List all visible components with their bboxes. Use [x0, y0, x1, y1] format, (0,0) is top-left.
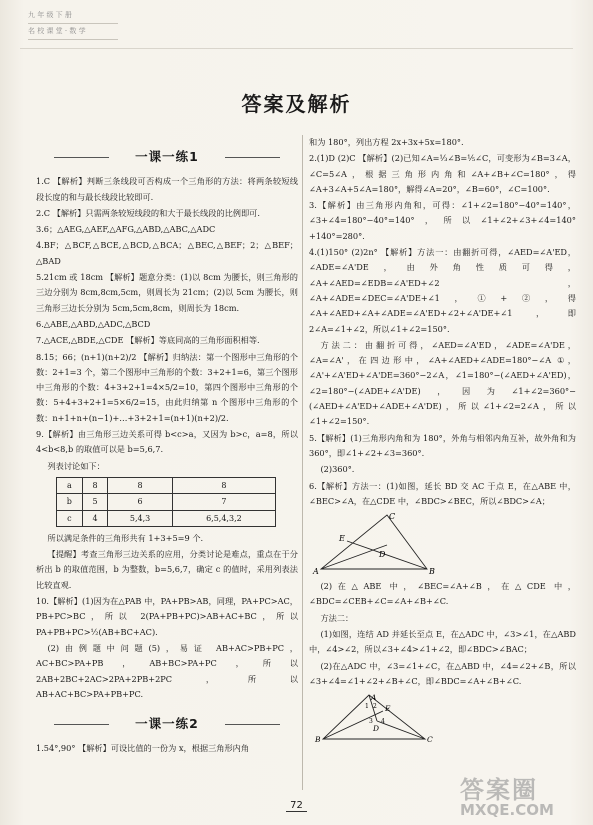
answer-table [56, 477, 276, 527]
table-cell: 8 [108, 477, 172, 493]
answer-7: 7.△ACE,△BDE,△CDE 【解析】等底同高的三角形面积相等. [36, 335, 260, 346]
table-cell: c [57, 510, 83, 526]
fig1-label-a: A [313, 567, 319, 576]
table-row [57, 477, 276, 493]
answer-2-6-part2: (2)在△ABE 中，∠BEC=∠A+∠B，在△CDE 中，∠BDC=∠CEB+∠C=∠A+∠B+∠C. [309, 581, 576, 607]
answer-8: 8.15；66；(n+1)(n+2)/2 【解析】归纳法：第一个图形中三角形的个数：2+1=3 个，第二个图形中三角形的个数：3+2+1=6，第三个图形中三角形的个数：4+3+2+1=4×5/2=10，第四个图形中三角形的个数：5+4+3+2+1=5×6/2=15，由此归纳第 n 个图形中三角形的个数：n+1+n+(n−1)+…+3+2+1=(n+1)(n+2)/2. [36, 351, 298, 423]
answer-10-part1: 10.【解析】(1)因为在△PAB 中，PA+PB>AB，同理，PA+PC>AC，PB+PC>BC，所以 2(PA+PB+PC)>AB+AC+BC，所以 PA+PB+PC>½(AB+BC+AC). [36, 596, 298, 637]
answer-4: 4.BF；△BCF,△BCE,△BCD,△BCA；△BEC,△BEF；2；△BEF；△BAD [36, 240, 298, 266]
table-intro: 列表讨论如下： [47, 460, 105, 471]
table-cell: 5 [82, 494, 108, 510]
fig2-angle-4: 4 [381, 718, 385, 726]
answer-10-part2: (2)由例题中问题(5)，易证 AB+AC>PB+PC，AC+BC>PA+PB，AB+BC>PA+PC，所以 2AB+2BC+2AC>2PA+2PB+2PC，所以 AB+AC+BC>PA+PB+PC. [36, 642, 298, 699]
table-cell: 7 [172, 494, 275, 510]
table-cell: 5,4,3 [108, 510, 172, 526]
fig1-label-e: E [339, 534, 345, 544]
fig2-angle-3: 3 [369, 718, 373, 726]
section-heading-2: 一课一练2 [36, 716, 298, 731]
answer-2-2: 2.(1)D (2)C 【解析】(2)已知∠A=⅓∠B=⅕∠C，可变形为∠B=3∠A，∠C=5∠A，根据三角形内角和∠A+∠B+∠C=180°，得∠A+3∠A+5∠A=180°，解得∠A=20°，∠B=60°，∠C=100°. [309, 153, 576, 194]
triangle-figure-2 [309, 691, 449, 743]
fig2-label-b: B [315, 735, 321, 744]
section-heading-1: 一课一练1 [36, 149, 298, 164]
header-line-2: 名 校 课 堂 · 数 学 [28, 24, 118, 40]
table-cell: 8 [172, 477, 275, 493]
fig2-label-c: C [427, 735, 433, 744]
watermark-url: MXQE.COM [460, 801, 554, 819]
page-title: 答案及解析 [241, 92, 352, 116]
table-cell: 4 [82, 510, 108, 526]
answer-2-6-method2-part1: (1)如图，连结 AD 并延长至点 E，在△ADC 中，∠3>∠1，在△ABD 中，∠4>∠2，所以∠3+∠4>∠1+∠2，即∠BDC>∠BAC； [309, 629, 576, 655]
fig2-angle-2: 2 [373, 703, 377, 711]
fig2-label-e: E [385, 704, 391, 714]
header-line-1: 九 年 级 下 册 [28, 8, 118, 24]
answer-9: 9.【解析】由三角形三边关系可得 b<c>a，又因为 b>c，a=8，所以 4<b<8,b 的取值可以是 b=5,6,7. [36, 429, 298, 455]
answer-2-1-cont: 和为 180°，列出方程 2x+3x+5x=180°. [309, 137, 464, 147]
answer-2-5: 5.【解析】(1)三角形内角和为 180°，外角与相邻内角互补，故外角和为 360°，即∠1+∠2+∠3=360°. [309, 432, 576, 458]
table-cell: b [57, 494, 83, 510]
table-row [57, 510, 276, 526]
fig2-label-d: D [373, 724, 380, 734]
answer-9-conclusion: 所以满足条件的三角形共有 1+3+5=9 个. [47, 532, 204, 543]
running-header [28, 8, 118, 42]
answer-2-3: 3.【解析】由三角形内角和，可得：∠1+∠2=180°−40°=140°，∠3+∠4=180°−40°=140°，所以∠1+∠2+∠3+∠4=140°+140°=280°. [309, 200, 576, 241]
watermark-logo-text: 答案圈 [460, 776, 538, 804]
table-row [57, 494, 276, 510]
page-number-value: 72 [286, 800, 307, 812]
answer-3: 3.6；△AEG,△AEF,△AFG,△ABD,△ABC,△ADC [36, 224, 216, 235]
table-cell: a [57, 477, 83, 493]
answer-6: 6.△ABE,△ABD,△ADC,△BCD [36, 318, 151, 329]
answer-2-4: 4.(1)150° (2)2n° 【解析】方法一：由翻折可得，∠AED=∠A'ED，∠ADE=∠A'DE，由外角性质可得，∠A+∠AED=∠EDB=∠A'ED+∠2，∠A+∠ADE=∠DEC=∠A'DE+∠1，①+②，得∠A+∠AED+∠A+∠ADE=∠A'ED+∠2+∠A'DE+∠1，即 2∠A=∠1+∠2，所以∠1+∠2=150°. [309, 247, 576, 334]
fig2-angle-1: 1 [365, 703, 369, 711]
fig1-label-c: C [389, 512, 396, 522]
left-column [36, 135, 298, 758]
top-rule [20, 48, 573, 49]
answer-2-1: 1.54°,90° 【解析】可设比值的一份为 x，根据三角形内角 [36, 743, 250, 754]
fig1-label-b: B [429, 567, 435, 576]
tip-note: 【提醒】考查三角形三边关系的应用，分类讨论是难点，重点在于分析出 b 的取值范围，b 为整数，b=5,6,7，确定 c 的值时，采用列表法比较直观. [36, 549, 298, 590]
triangle-figure-1 [309, 511, 449, 575]
answer-2-6-method2-part2: (2)在△ADC 中，∠3=∠1+∠C，在△ABD 中，∠4=∠2+∠B，所以∠3+∠4=∠1+∠2+∠B+∠C，即∠BDC=∠A+∠B+∠C. [309, 660, 576, 686]
answer-2-4-method2: 方法二：由翻折可得，∠AED=∠A'ED，∠ADE=∠A'DE，∠A=∠A'，在四边形中，∠A+∠AED+∠ADE=180°−∠A ①，∠A'+∠A'ED+∠A'DE=360°−2∠A，∠1=180°−(∠AED+∠A'ED)，∠2=180°−(∠ADE+∠A'DE)，因为∠1+∠2=360°−(∠AED+∠A'ED+∠ADE+∠A'DE)，所以∠1+∠2=2∠A，所以∠1+∠2=150°. [309, 339, 576, 427]
site-watermark [460, 770, 585, 818]
right-column [309, 135, 576, 747]
fig2-label-a: A [371, 693, 377, 703]
answer-5: 5.21cm 或 18cm 【解析】题意分类：(1)以 8cm 为腰长，则三角形的三边分别为 8cm,8cm,5cm，则周长为 21cm；(2)以 5cm 为腰长，则三角形三边长分别为 5cm,5cm,8cm，则周长为 18cm. [36, 272, 298, 313]
fig1-label-d: D [379, 550, 386, 560]
table-cell: 6,5,4,3,2 [172, 510, 275, 526]
table-cell: 6 [108, 494, 172, 510]
answer-1: 1.C 【解析】判断三条线段可否构成一个三角形的方法：将两条较短线段长度的和与最长线段比较即可. [36, 176, 298, 202]
method-two-label: 方法二： [320, 612, 354, 623]
column-divider [302, 135, 303, 790]
answer-2-6: 6.【解析】方法一：(1)如图，延长 BD 交 AC 于点 E，在△ABE 中，∠BEC>∠A，在△CDE 中，∠BDC>∠BEC，所以∠BDC>∠A； [309, 480, 576, 506]
answer-2-5-part2: (2)360°. [320, 464, 355, 475]
answer-2: 2.C 【解析】只需两条较短线段的和大于最长线段的比例即可. [36, 207, 260, 218]
table-cell: 8 [82, 477, 108, 493]
